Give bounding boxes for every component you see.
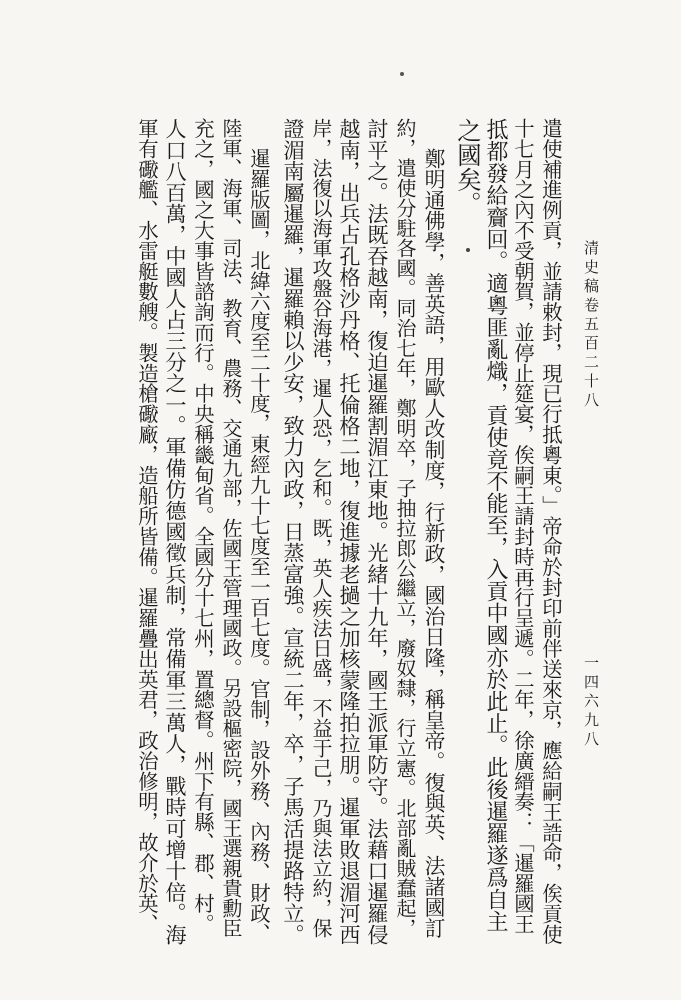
margin-mark (400, 72, 404, 76)
text-column: 討平之。法既吞越南，復迫暹羅割湄江東地。光緒十九年，國王派軍防守。法藉口暹羅侵 (365, 118, 390, 945)
text-column: 遣使補進例貢，並請敕封，現已行抵粵東。」帝命於封印前伴送來京，應給嗣王誥命，俟貢使 (539, 118, 563, 945)
text-column: 十七月之內不受朝賀，並停止筵宴，俟嗣王請封時再行呈遞。二年，徐廣縉奏：「暹羅國王 (511, 118, 535, 934)
text-column: 陸軍、海軍、司法、教育、農務、交通九部，佐國王管理國政。另設樞密院，國王選親貴勳臣 (219, 118, 243, 938)
running-header-title: 清史稿卷五百二十八 (582, 240, 600, 411)
text-column: 軍有礮艦、水雷艇數艘。製造槍礮廠，造船所皆備。暹羅疊出英君，政治修明，故介於英、 (135, 118, 159, 934)
text-column: 約，遣使分駐各國。同治七年，鄭明卒，子抽拉郎公繼立，廢奴隸，行立憲。北部亂賊蠢起， (393, 118, 417, 938)
page-number: 一四六九八 (582, 655, 600, 750)
text-column: 岸，法復以海軍攻盤谷海港，暹人恐，乞和。既，英人疾法日盛，不益于己，乃與法立約，保 (309, 118, 333, 938)
text-column: 之國矣。 (453, 118, 482, 216)
text-column: 充之，國之大事皆諮詢而行。中央稱畿甸省。全國分十七州，置總督。州下有縣、郡、村。 (191, 118, 215, 934)
text-column: 人口八百萬，中國人占三分之一。軍備仿德國徵兵制，常備軍三萬人，戰時可增十倍。海 (163, 118, 188, 945)
margin-mark (466, 248, 470, 252)
text-column: 鄭明通佛學，善英語，用歐人改制度，行新政，國治日隆，稱皇帝。復與英、法諸國訂 (421, 148, 445, 939)
text-column: 越南，出兵占孔格沙丹格、托倫格二地，復進據老撾之加核蒙隆拍拉朋。暹軍敗退湄河西 (337, 118, 362, 945)
text-column: 暹羅版圖，北緯六度至二十度，東經九十七度至一百七度。官制，設外務、內務、財政、 (247, 148, 271, 944)
text-column: 證湄南屬暹羅，暹羅賴以少安，致力內政，日蒸富強。宣統二年，卒，子馬活提路特立。 (281, 118, 306, 945)
text-column: 抵都發給齎回。適粵匪亂熾，貢使竟不能至，入貢中國亦於此止。此後暹羅遂爲自主 (483, 118, 508, 932)
